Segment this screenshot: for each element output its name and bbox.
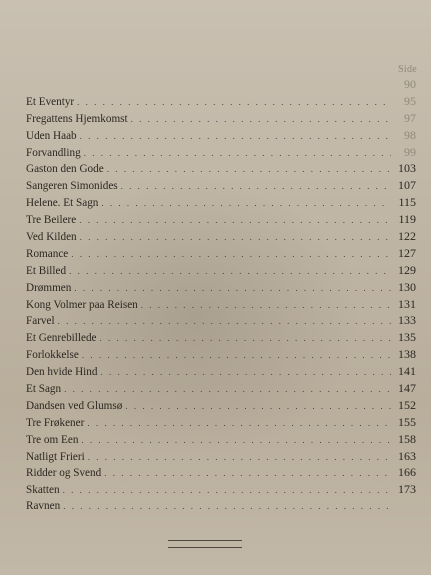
toc-row [26, 296, 416, 313]
toc-row [26, 177, 416, 194]
toc-page-number: 103 [398, 161, 416, 176]
toc-row [26, 194, 416, 211]
toc-title: Den hvide Hind [26, 366, 98, 379]
toc-title: Et Eventyr [26, 95, 75, 108]
toc-title: Et Sagn [26, 383, 62, 396]
toc-row [26, 144, 416, 161]
toc-leader-dots [63, 482, 391, 499]
toc-title: Ved Kilden [26, 231, 77, 244]
toc-page-number: 119 [398, 212, 416, 227]
toc-leader-dots [125, 398, 391, 415]
toc-page-number: 163 [398, 448, 416, 463]
toc-leader-dots [88, 449, 391, 466]
toc-leader-dots [84, 145, 391, 162]
toc-page-number: 131 [398, 296, 416, 311]
toc-title: Helene. Et Sagn [26, 197, 99, 210]
toc-title: Forlokkelse [26, 349, 79, 362]
toc-row [26, 464, 416, 481]
toc-row [26, 431, 416, 448]
toc-title: Kong Volmer paa Reisen [26, 298, 138, 311]
toc-page-number: 173 [398, 482, 416, 497]
toc-title: Sangeren Simonides [26, 180, 118, 193]
toc-leader-dots [71, 246, 391, 263]
toc-page-number: 99 [404, 144, 416, 159]
toc-leader-dots [80, 229, 391, 246]
toc-row [26, 279, 416, 296]
toc-title: Tre Beilere [26, 214, 77, 227]
toc-page-number: 90 [404, 77, 416, 91]
toc-leader-dots [63, 498, 391, 515]
toc-page-number: 107 [398, 178, 416, 193]
toc-page-number: 147 [398, 381, 416, 396]
toc-page-number: 129 [398, 262, 416, 277]
toc-leader-dots [100, 364, 391, 381]
toc-row [26, 211, 416, 228]
toc-row [26, 414, 416, 431]
toc-leader-dots [81, 432, 391, 449]
toc-row [26, 312, 416, 329]
toc-leader-dots [131, 111, 391, 128]
toc-row [26, 110, 416, 127]
toc-leader-dots [77, 94, 391, 111]
toc-title: Farvel [26, 315, 55, 328]
toc-title: Forvandling [26, 146, 81, 159]
toc-title: Et Billed [26, 264, 67, 277]
toc-row [26, 498, 416, 515]
toc-title: Gaston den Gode [26, 163, 104, 176]
toc-leader-dots [80, 128, 391, 145]
page-column-header: Side [398, 64, 417, 75]
toc-row [26, 228, 416, 245]
toc-page-number: 158 [398, 431, 416, 446]
toc-leader-dots [64, 381, 391, 398]
toc-title: Natligt Frieri [26, 450, 85, 463]
toc-row [26, 76, 416, 93]
toc-title: Uden Haab [26, 129, 77, 142]
toc-page-number: 122 [398, 229, 416, 244]
toc-page-number: 133 [398, 313, 416, 328]
toc-leader-dots [100, 330, 391, 347]
toc-page-number: 135 [398, 330, 416, 345]
toc-page-number: 97 [404, 110, 416, 125]
toc-leader-dots [74, 280, 391, 297]
toc-page-number: 98 [404, 127, 416, 142]
toc-page-number: 95 [404, 93, 416, 108]
toc-row [26, 380, 416, 397]
toc-page-number: 155 [398, 414, 416, 429]
toc-page-number: 130 [398, 279, 416, 294]
toc-row [26, 397, 416, 414]
toc-row [26, 329, 416, 346]
toc-title: Skatten [26, 484, 60, 497]
toc-leader-dots [104, 465, 391, 482]
toc-leader-dots [121, 178, 391, 195]
toc-leader-dots [87, 415, 391, 432]
toc-leader-dots [79, 212, 391, 229]
toc-title: Drømmen [26, 281, 72, 294]
toc-leader-dots [107, 161, 391, 178]
toc-page-number: 138 [398, 347, 416, 362]
table-of-contents [26, 76, 416, 515]
toc-title: Fregattens Hjemkomst [26, 112, 128, 125]
toc-row [26, 160, 416, 177]
toc-leader-dots [141, 297, 391, 314]
toc-page-number: 127 [398, 245, 416, 260]
toc-row [26, 127, 416, 144]
toc-row [26, 448, 416, 465]
toc-title: Ridder og Svend [26, 467, 102, 480]
toc-page-number: 152 [398, 397, 416, 412]
toc-title: Et Genrebillede [26, 332, 97, 345]
toc-title: Tre om Een [26, 433, 79, 446]
toc-title: Ravnen [26, 500, 61, 513]
toc-row [26, 363, 416, 380]
toc-row [26, 93, 416, 110]
toc-leader-dots [82, 347, 391, 364]
toc-page-number: 166 [398, 465, 416, 480]
toc-leader-dots [58, 313, 391, 330]
toc-leader-dots [69, 263, 391, 280]
toc-row [26, 481, 416, 498]
toc-row [26, 346, 416, 363]
toc-title: Dandsen ved Glumsø [26, 399, 123, 412]
toc-title: Romance [26, 247, 69, 260]
toc-row [26, 245, 416, 262]
double-rule-divider [168, 540, 242, 548]
toc-row [26, 262, 416, 279]
toc-leader-dots [101, 195, 391, 212]
toc-title: Tre Frøkener [26, 416, 85, 429]
toc-page-number: 141 [398, 364, 416, 379]
toc-page-number: 115 [398, 195, 416, 210]
